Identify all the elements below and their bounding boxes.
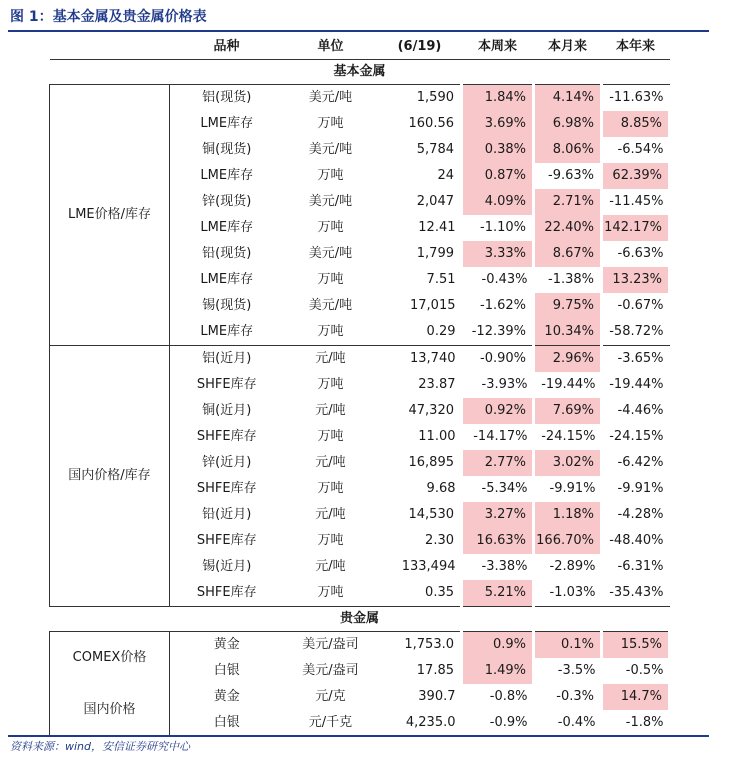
cell-item: 铝(近月) (202, 351, 252, 366)
cell-value: 4,235.0 (405, 715, 456, 730)
cell-year: -58.72% (602, 319, 670, 346)
section-title: 基本金属 (50, 60, 670, 85)
cell-month: 2.96% (534, 346, 602, 373)
header-month: 本月来 (534, 34, 602, 60)
cell-unit: 万吨 (317, 377, 344, 392)
cell-week: 0.87% (462, 163, 534, 189)
header-value: (6/19) (378, 34, 462, 60)
group-label: 国内价格 (50, 684, 170, 736)
cell-month: -1.03% (549, 585, 596, 600)
cell-unit: 美元/盎司 (302, 637, 359, 652)
cell-item: 铅(近月) (202, 507, 252, 522)
cell-month: 4.14% (534, 85, 602, 112)
source-note: 资料来源：wind，安信证券研究中心 (10, 740, 191, 753)
cell-item: LME库存 (200, 272, 254, 287)
cell-year: -11.63% (609, 90, 664, 105)
cell-unit: 万吨 (317, 533, 344, 548)
cell-month: -0.3% (556, 689, 594, 704)
cell-unit: 万吨 (317, 272, 344, 287)
cell-item: 黄金 (213, 637, 240, 652)
cell-week: -3.38% (481, 559, 528, 574)
cell-month: 2.71% (534, 189, 602, 215)
cell-year: -1.8% (625, 715, 664, 730)
cell-week: 0.9% (462, 632, 534, 659)
cell-week: -0.8% (489, 689, 528, 704)
cell-month: 0.1% (534, 632, 602, 659)
cell-unit: 美元/吨 (308, 194, 353, 209)
cell-item: 铅(现货) (202, 246, 252, 261)
cell-item: LME库存 (170, 319, 284, 346)
cell-year: -6.31% (617, 559, 664, 574)
cell-item: SHFE库存 (196, 533, 257, 548)
cell-year: -11.45% (609, 194, 664, 209)
cell-value: 2,047 (416, 194, 454, 209)
cell-value: 47,320 (408, 403, 454, 418)
cell-month: 1.18% (534, 502, 602, 528)
cell-value: 14,530 (408, 507, 454, 522)
cell-value: 12.41 (418, 220, 456, 235)
cell-item: 锡(现货) (202, 298, 252, 313)
cell-week: -0.9% (489, 715, 528, 730)
cell-unit: 美元/吨 (308, 90, 353, 105)
cell-value: 17,015 (410, 298, 456, 313)
header-week: 本周来 (462, 34, 534, 60)
cell-unit: 美元/盎司 (302, 663, 359, 678)
cell-month: 8.06% (534, 137, 602, 163)
cell-year: -6.54% (617, 142, 664, 157)
cell-week: -14.17% (473, 429, 528, 444)
cell-week: -0.90% (480, 351, 526, 366)
cell-year: -6.63% (617, 246, 664, 261)
cell-month: 3.02% (534, 450, 602, 476)
cell-value: 133,494 (401, 559, 456, 574)
cell-month: -9.63% (548, 168, 594, 183)
section-row (50, 607, 670, 632)
cell-week: 0.38% (462, 137, 534, 163)
cell-item: 铜(现货) (202, 142, 252, 157)
cell-item: 黄金 (213, 689, 240, 704)
cell-year: -0.67% (617, 298, 664, 313)
cell-month: -0.4% (557, 715, 596, 730)
cell-value: 5,784 (416, 142, 454, 157)
cell-unit: 元/千克 (308, 715, 353, 730)
header-unit: 单位 (284, 34, 378, 60)
cell-value: 160.56 (408, 116, 454, 131)
cell-week: 3.27% (462, 502, 534, 528)
cell-year: 8.85% (602, 111, 670, 137)
cell-value: 16,895 (408, 455, 454, 470)
cell-month: 166.70% (534, 528, 602, 554)
cell-unit: 万吨 (284, 319, 378, 346)
table-row (50, 346, 670, 373)
cell-year: -19.44% (609, 377, 664, 392)
cell-item: 锡(近月) (202, 559, 252, 574)
cell-item: LME库存 (200, 116, 254, 131)
cell-week: 1.49% (462, 658, 534, 684)
group-label: LME价格/库存 (50, 85, 170, 346)
cell-unit: 元/克 (315, 689, 346, 704)
cell-year: -9.91% (617, 481, 664, 496)
cell-week: 4.09% (462, 189, 534, 215)
cell-week: -3.93% (481, 377, 528, 392)
group-label: 国内价格/库存 (50, 346, 170, 607)
cell-year: -0.5% (625, 663, 664, 678)
cell-unit: 万吨 (317, 481, 344, 496)
cell-value: 23.87 (418, 377, 456, 392)
price-table (49, 34, 671, 736)
cell-unit: 美元/吨 (308, 246, 353, 261)
cell-unit: 万吨 (317, 116, 344, 131)
cell-value: 9.68 (426, 481, 456, 496)
cell-month: -24.15% (541, 429, 596, 444)
cell-year: -4.46% (617, 403, 664, 418)
cell-unit: 元/吨 (315, 351, 346, 366)
cell-month: -3.5% (557, 663, 596, 678)
header-blank (50, 34, 170, 60)
cell-week: -0.43% (481, 272, 528, 287)
cell-week: 1.84% (462, 85, 534, 112)
cell-unit: 万吨 (317, 220, 344, 235)
cell-item: 锌(现货) (202, 194, 252, 209)
figure-title: 图 1：基本金属及贵金属价格表 (10, 9, 207, 25)
cell-year: -4.28% (617, 507, 664, 522)
cell-unit: 元/吨 (315, 559, 346, 574)
top-rule (8, 30, 709, 32)
cell-item: SHFE库存 (196, 481, 257, 496)
cell-item: 锌(近月) (202, 455, 252, 470)
cell-unit: 元/吨 (315, 455, 346, 470)
cell-week: 2.77% (462, 450, 534, 476)
cell-item: 铝(现货) (202, 90, 252, 105)
cell-unit: 元/吨 (315, 403, 346, 418)
group-label: COMEX价格 (50, 632, 170, 685)
cell-item: 白银 (213, 663, 240, 678)
cell-year: 13.23% (602, 267, 670, 293)
cell-month: -2.89% (549, 559, 596, 574)
cell-week: -5.34% (481, 481, 528, 496)
cell-week: 3.33% (462, 241, 534, 267)
cell-year: 62.39% (602, 163, 670, 189)
cell-month: 10.34% (534, 319, 602, 346)
cell-value: 0.35 (425, 585, 454, 600)
cell-item: SHFE库存 (196, 429, 257, 444)
section-title: 贵金属 (50, 607, 670, 632)
cell-month: 7.69% (534, 398, 602, 424)
cell-year: -6.42% (617, 455, 664, 470)
cell-week: -1.10% (480, 220, 526, 235)
bottom-rule (8, 735, 709, 737)
cell-year: -24.15% (609, 429, 664, 444)
cell-month: 22.40% (534, 215, 602, 241)
cell-value: 17.85 (416, 663, 454, 678)
cell-item: 铜(近月) (202, 403, 252, 418)
table-row (50, 632, 670, 659)
cell-unit: 万吨 (317, 429, 344, 444)
cell-unit: 元/吨 (315, 507, 346, 522)
cell-unit: 万吨 (317, 585, 344, 600)
cell-year: 142.17% (602, 215, 670, 241)
header-row (50, 34, 670, 60)
cell-month: 6.98% (534, 111, 602, 137)
cell-value: 390.7 (418, 689, 456, 704)
cell-month: -19.44% (541, 377, 596, 392)
cell-week: 0.92% (462, 398, 534, 424)
cell-value: 0.29 (378, 319, 462, 346)
cell-week: -1.62% (480, 298, 526, 313)
cell-unit: 美元/吨 (308, 142, 353, 157)
cell-week: 3.69% (462, 111, 534, 137)
cell-value: 1,590 (416, 90, 454, 105)
cell-item: LME库存 (200, 168, 254, 183)
table-row (50, 85, 670, 112)
cell-value: 24 (437, 168, 454, 183)
header-item: 品种 (170, 34, 284, 60)
cell-item: LME库存 (200, 220, 254, 235)
cell-value: 11.00 (418, 429, 456, 444)
cell-month: -9.91% (549, 481, 596, 496)
cell-week: 16.63% (462, 528, 534, 554)
cell-value: 1,753.0 (404, 637, 454, 652)
cell-unit: 万吨 (317, 168, 344, 183)
cell-item: SHFE库存 (196, 377, 257, 392)
cell-item: 白银 (213, 715, 240, 730)
cell-unit: 美元/吨 (308, 298, 353, 313)
section-row (50, 60, 670, 85)
cell-year: -35.43% (609, 585, 664, 600)
cell-year: 14.7% (602, 684, 670, 710)
cell-month: 8.67% (534, 241, 602, 267)
cell-value: 13,740 (410, 351, 456, 366)
cell-year: -48.40% (609, 533, 664, 548)
cell-value: 7.51 (426, 272, 456, 287)
cell-year: -3.65% (617, 351, 664, 366)
cell-month: -1.38% (548, 272, 594, 287)
cell-value: 2.30 (425, 533, 454, 548)
cell-year: 15.5% (602, 632, 670, 659)
cell-month: 9.75% (534, 293, 602, 319)
cell-value: 1,799 (416, 246, 454, 261)
header-year: 本年来 (602, 34, 670, 60)
cell-week: -12.39% (462, 319, 534, 346)
table-row (50, 684, 670, 710)
cell-week: 5.21% (462, 580, 534, 607)
cell-item: SHFE库存 (196, 585, 257, 600)
